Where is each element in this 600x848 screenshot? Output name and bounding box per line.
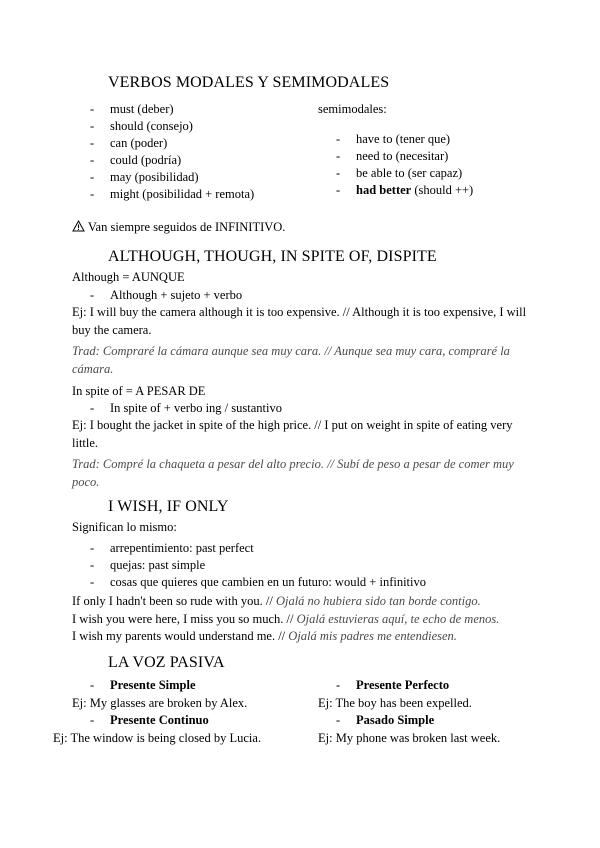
wish-intro: Significan lo mismo: [72, 520, 177, 534]
list-item: - In spite of + verbo ing / sustantivo [90, 401, 282, 415]
warning-text: Van siempre seguidos de INFINITIVO. [87, 220, 286, 234]
list-item: - have to (tener que) [336, 132, 451, 146]
list-item: - cosas que quieres que cambien en un futuro: would + infinitivo [90, 575, 427, 589]
example-presente-simple: Ej: My glasses are broken by Alex. [72, 696, 248, 710]
translation-inspite: Trad: Compré la chaqueta a pesar del alto precio. // Subí de peso a pesar de comer muy poco. [72, 457, 514, 489]
inspite-definition: In spite of = A PESAR DE [72, 384, 206, 398]
section-title-modals: VERBOS MODALES Y SEMIMODALES [108, 74, 390, 91]
example-presente-perfecto: Ej: The boy has been expelled. [318, 696, 472, 710]
list-item: - must (deber) [90, 102, 174, 116]
list-item-text: arrepentimiento: past perfect [110, 541, 254, 555]
list-item-text: cosas que quieres que cambien en un futuro: would + infinitivo [110, 575, 427, 589]
semimodals-list [336, 131, 473, 199]
tense-presente-continuo: - Presente Continuo [90, 713, 209, 727]
example-english: If only I hadn't been so rude with you. // [72, 594, 276, 608]
translation-although: Trad: Compraré la cámara aunque sea muy cara. // Aunque sea muy cara, compraré la cámara. [72, 344, 510, 376]
list-item: - be able to (ser capaz) [336, 166, 463, 180]
example-although: Ej: I will buy the camera although it is too expensive. // Although it is too expensive, I will buy the camera. [72, 305, 527, 337]
list-item-text: may (posibilidad) [110, 170, 199, 184]
list-item-text: have to (tener que) [356, 132, 451, 146]
example-spanish: Ojalá mis padres me entendiesen. [288, 629, 457, 643]
list-item: - had better (should ++) [336, 183, 474, 197]
list-item-text: should (consejo) [110, 119, 193, 133]
list-item-text: be able to (ser capaz) [356, 166, 463, 180]
list-item: - quejas: past simple [90, 558, 206, 572]
list-item-text: must (deber) [110, 102, 174, 116]
list-item: - Although + sujeto + verbo [90, 288, 243, 302]
example-pasado-simple: Ej: My phone was broken last week. [318, 731, 501, 745]
list-item: - may (posibilidad) [90, 170, 199, 184]
example-inspite: Ej: I bought the jacket in spite of the high price. // I put on weight in spite of eating very little. [72, 418, 513, 450]
section-title-wish: I WISH, IF ONLY [108, 498, 229, 515]
tense-presente-simple: - Presente Simple [90, 678, 196, 692]
list-item: - should (consejo) [90, 119, 193, 133]
warning-icon [72, 220, 85, 237]
wish-example-1 [72, 593, 481, 610]
example-spanish: Ojalá no hubiera sido tan borde contigo. [275, 594, 481, 608]
tense-label: Presente Continuo [110, 713, 209, 727]
list-item: - need to (necesitar) [336, 149, 449, 163]
section-title-passive: LA VOZ PASIVA [108, 654, 225, 671]
list-item-text: In spite of + verbo ing / sustantivo [110, 401, 282, 415]
although-definition: Although = AUNQUE [72, 270, 185, 284]
list-item-text: might (posibilidad + remota) [110, 187, 255, 201]
list-item-text: (should ++) [411, 183, 474, 197]
example-english: I wish you were here, I miss you so much. // [72, 612, 297, 626]
tense-presente-perfecto: - Presente Perfecto [336, 678, 450, 692]
modals-list [90, 101, 254, 203]
list-item-text: can (poder) [110, 136, 168, 150]
list-item: - might (posibilidad + remota) [90, 187, 255, 201]
wish-example-3 [72, 628, 457, 645]
semimodals-label: semimodales: [318, 102, 387, 116]
list-item-bold: had better [356, 183, 412, 197]
list-item: - arrepentimiento: past perfect [90, 541, 254, 555]
section-title-although: ALTHOUGH, THOUGH, IN SPITE OF, DISPITE [108, 248, 437, 265]
warning-note [72, 219, 285, 237]
example-spanish: Ojalá estuvieras aquí, te echo de menos. [296, 612, 500, 626]
tense-label: Pasado Simple [356, 713, 435, 727]
wish-example-2 [72, 611, 499, 628]
tense-pasado-simple: - Pasado Simple [336, 713, 435, 727]
list-item-text: Although + sujeto + verbo [110, 288, 243, 302]
tense-label: Presente Simple [110, 678, 196, 692]
list-item-text: need to (necesitar) [356, 149, 449, 163]
example-english: I wish my parents would understand me. // [72, 629, 289, 643]
list-item-text: could (podría) [110, 153, 182, 167]
list-item: - could (podría) [90, 153, 182, 167]
list-item: - can (poder) [90, 136, 168, 150]
tense-label: Presente Perfecto [356, 678, 450, 692]
list-item-text: quejas: past simple [110, 558, 206, 572]
wish-list [90, 540, 426, 591]
example-presente-continuo: Ej: The window is being closed by Lucia. [53, 731, 262, 745]
